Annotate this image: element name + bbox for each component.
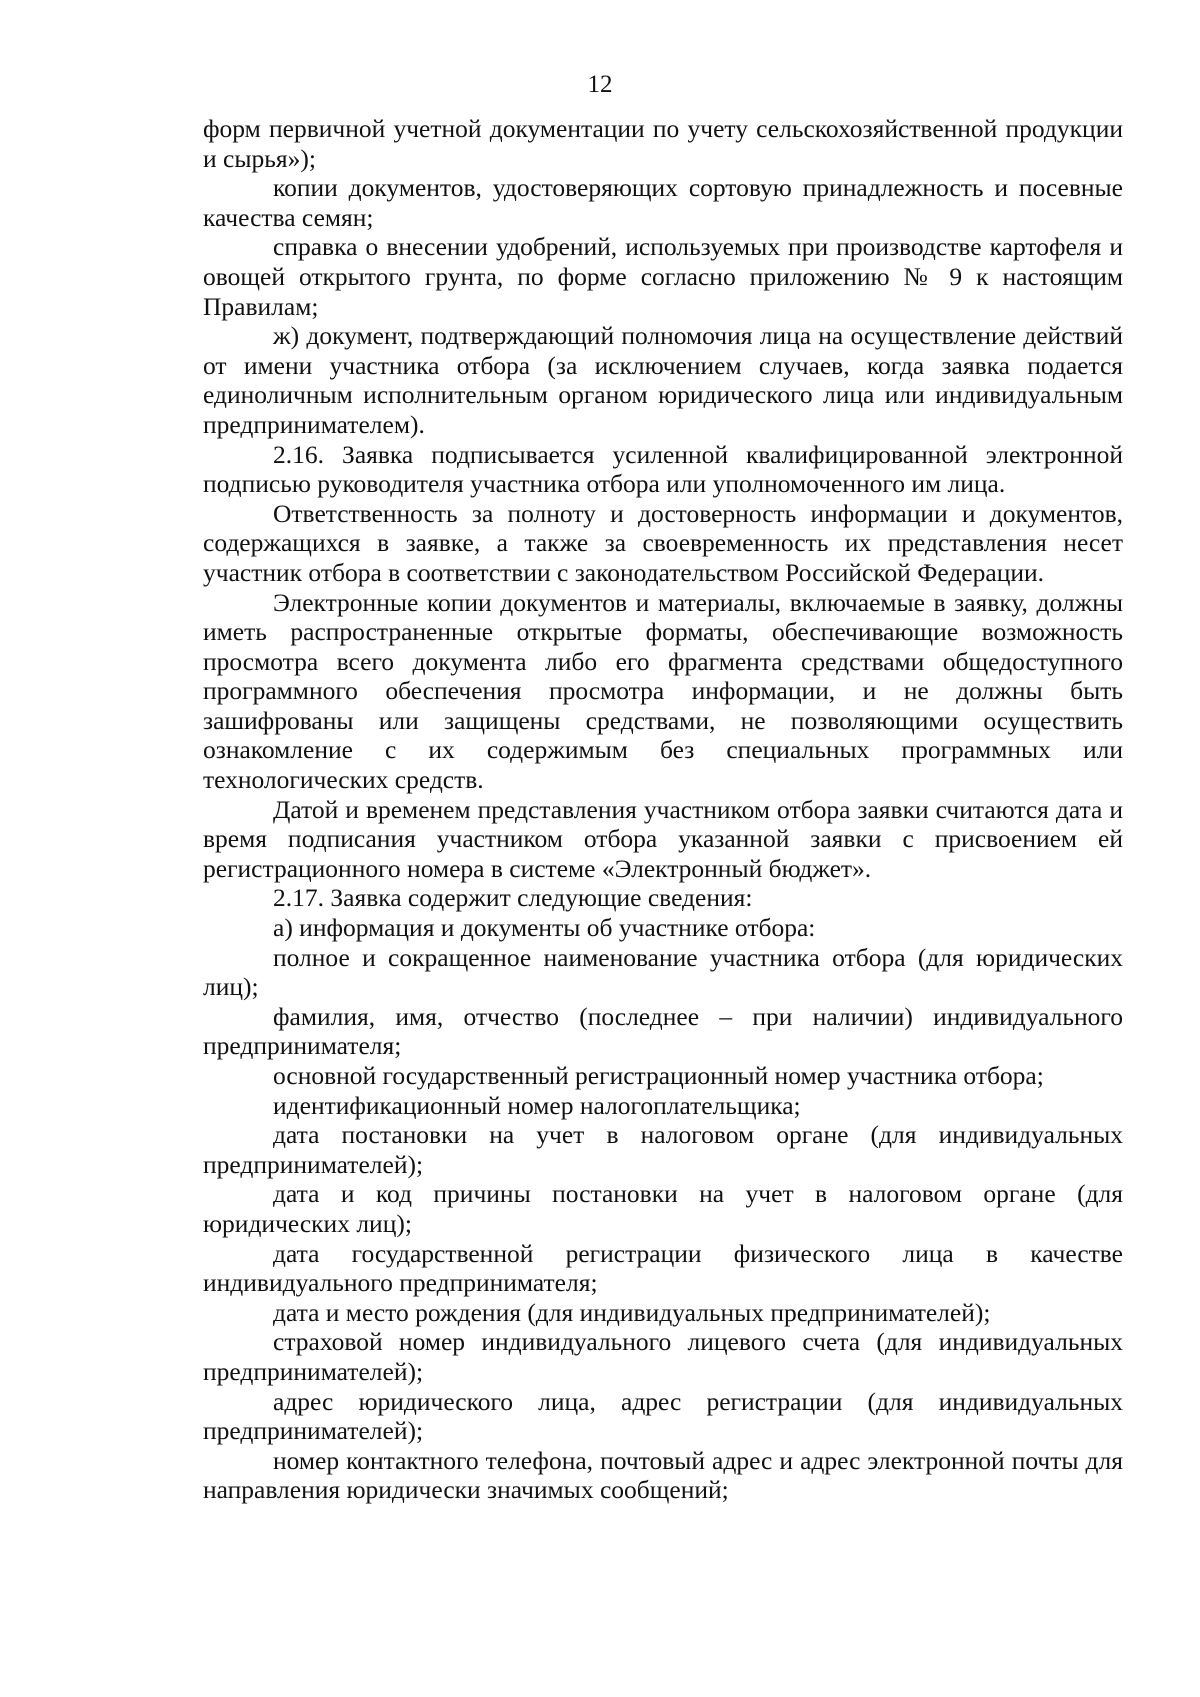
paragraph: идентификационный номер налогоплательщика; [273,1090,801,1120]
paragraph-continuation: форм первичной учетной документации по учету сельскохозяйственной продукции и сырья»); [203,114,1123,173]
paragraph: дата и код причины постановки на учет в налоговом органе (для юридических лиц); [203,1179,1123,1238]
paragraph: адрес юридического лица, адрес регистрации (для индивидуальных предпринимателей); [203,1386,1123,1446]
paragraph: дата и место рождения (для индивидуальных предпринимателей); [273,1297,991,1327]
paragraph: фамилия, имя, отчество (последнее – при наличии) индивидуального предпринимателя; [203,1001,1123,1061]
paragraph: справка о внесении удобрений, используемых при производстве картофеля и овощей открытого грунта, по форме согласно приложению № 9 к настоящим Правилам; [203,232,1123,321]
paragraph: страховой номер индивидуального лицевого счета (для индивидуальных предпринимателей); [203,1327,1123,1386]
page-number: 12 [587,71,613,98]
paragraph: копии документов, удостоверяющих сортовую принадлежность и посевные качества семян; [203,173,1123,232]
paragraph: Электронные копии документов и материалы, включаемые в заявку, должны иметь распространенные открытые форматы, обеспечивающие возможность просмотра всего документа либо его фрагмента средствами общедоступного программного обеспечения просмотра информации, и не должны быть зашифрованы или защищены средствами, не позволяющими осуществить ознакомление с их содержимым без специальных программных или технологических средств. [203,587,1123,795]
document-body [203,114,1123,1505]
paragraph: 2.17. Заявка содержит следующие сведения: [273,883,753,913]
paragraph: основной государственный регистрационный номер участника отбора; [273,1061,1044,1090]
paragraph: дата государственной регистрации физического лица в качестве индивидуального предпринимателя; [203,1238,1123,1298]
paragraph: а) информация и документы об участнике отбора: [273,913,816,943]
paragraph: дата постановки на учет в налоговом органе (для индивидуальных предпринимателей); [203,1120,1123,1179]
paragraph: Ответственность за полноту и достоверность информации и документов, содержащихся в заявке, а также за своевременность их представления несет участник отбора в соответствии с законодательством Российской Федерации. [203,498,1123,587]
paragraph: 2.16. Заявка подписывается усиленной квалифицированной электронной подписью руководителя участника отбора или уполномоченного им лица. [203,439,1123,499]
paragraph: номер контактного телефона, почтовый адрес и адрес электронной почты для направления юридически значимых сообщений; [203,1445,1123,1505]
paragraph: Датой и временем представления участником отбора заявки считаются дата и время подписания участником отбора указанной заявки с присвоением ей регистрационного номера в системе «Электронный бюджет». [203,794,1123,883]
paragraph: ж) документ, подтверждающий полномочия лица на осуществление действий от имени участника отбора (за исключением случаев, когда заявка подается единоличным исполнительным органом юридического лица или индивидуальным предпринимателем). [203,321,1123,439]
paragraph: полное и сокращенное наименование участника отбора (для юридических лиц); [203,942,1123,1002]
